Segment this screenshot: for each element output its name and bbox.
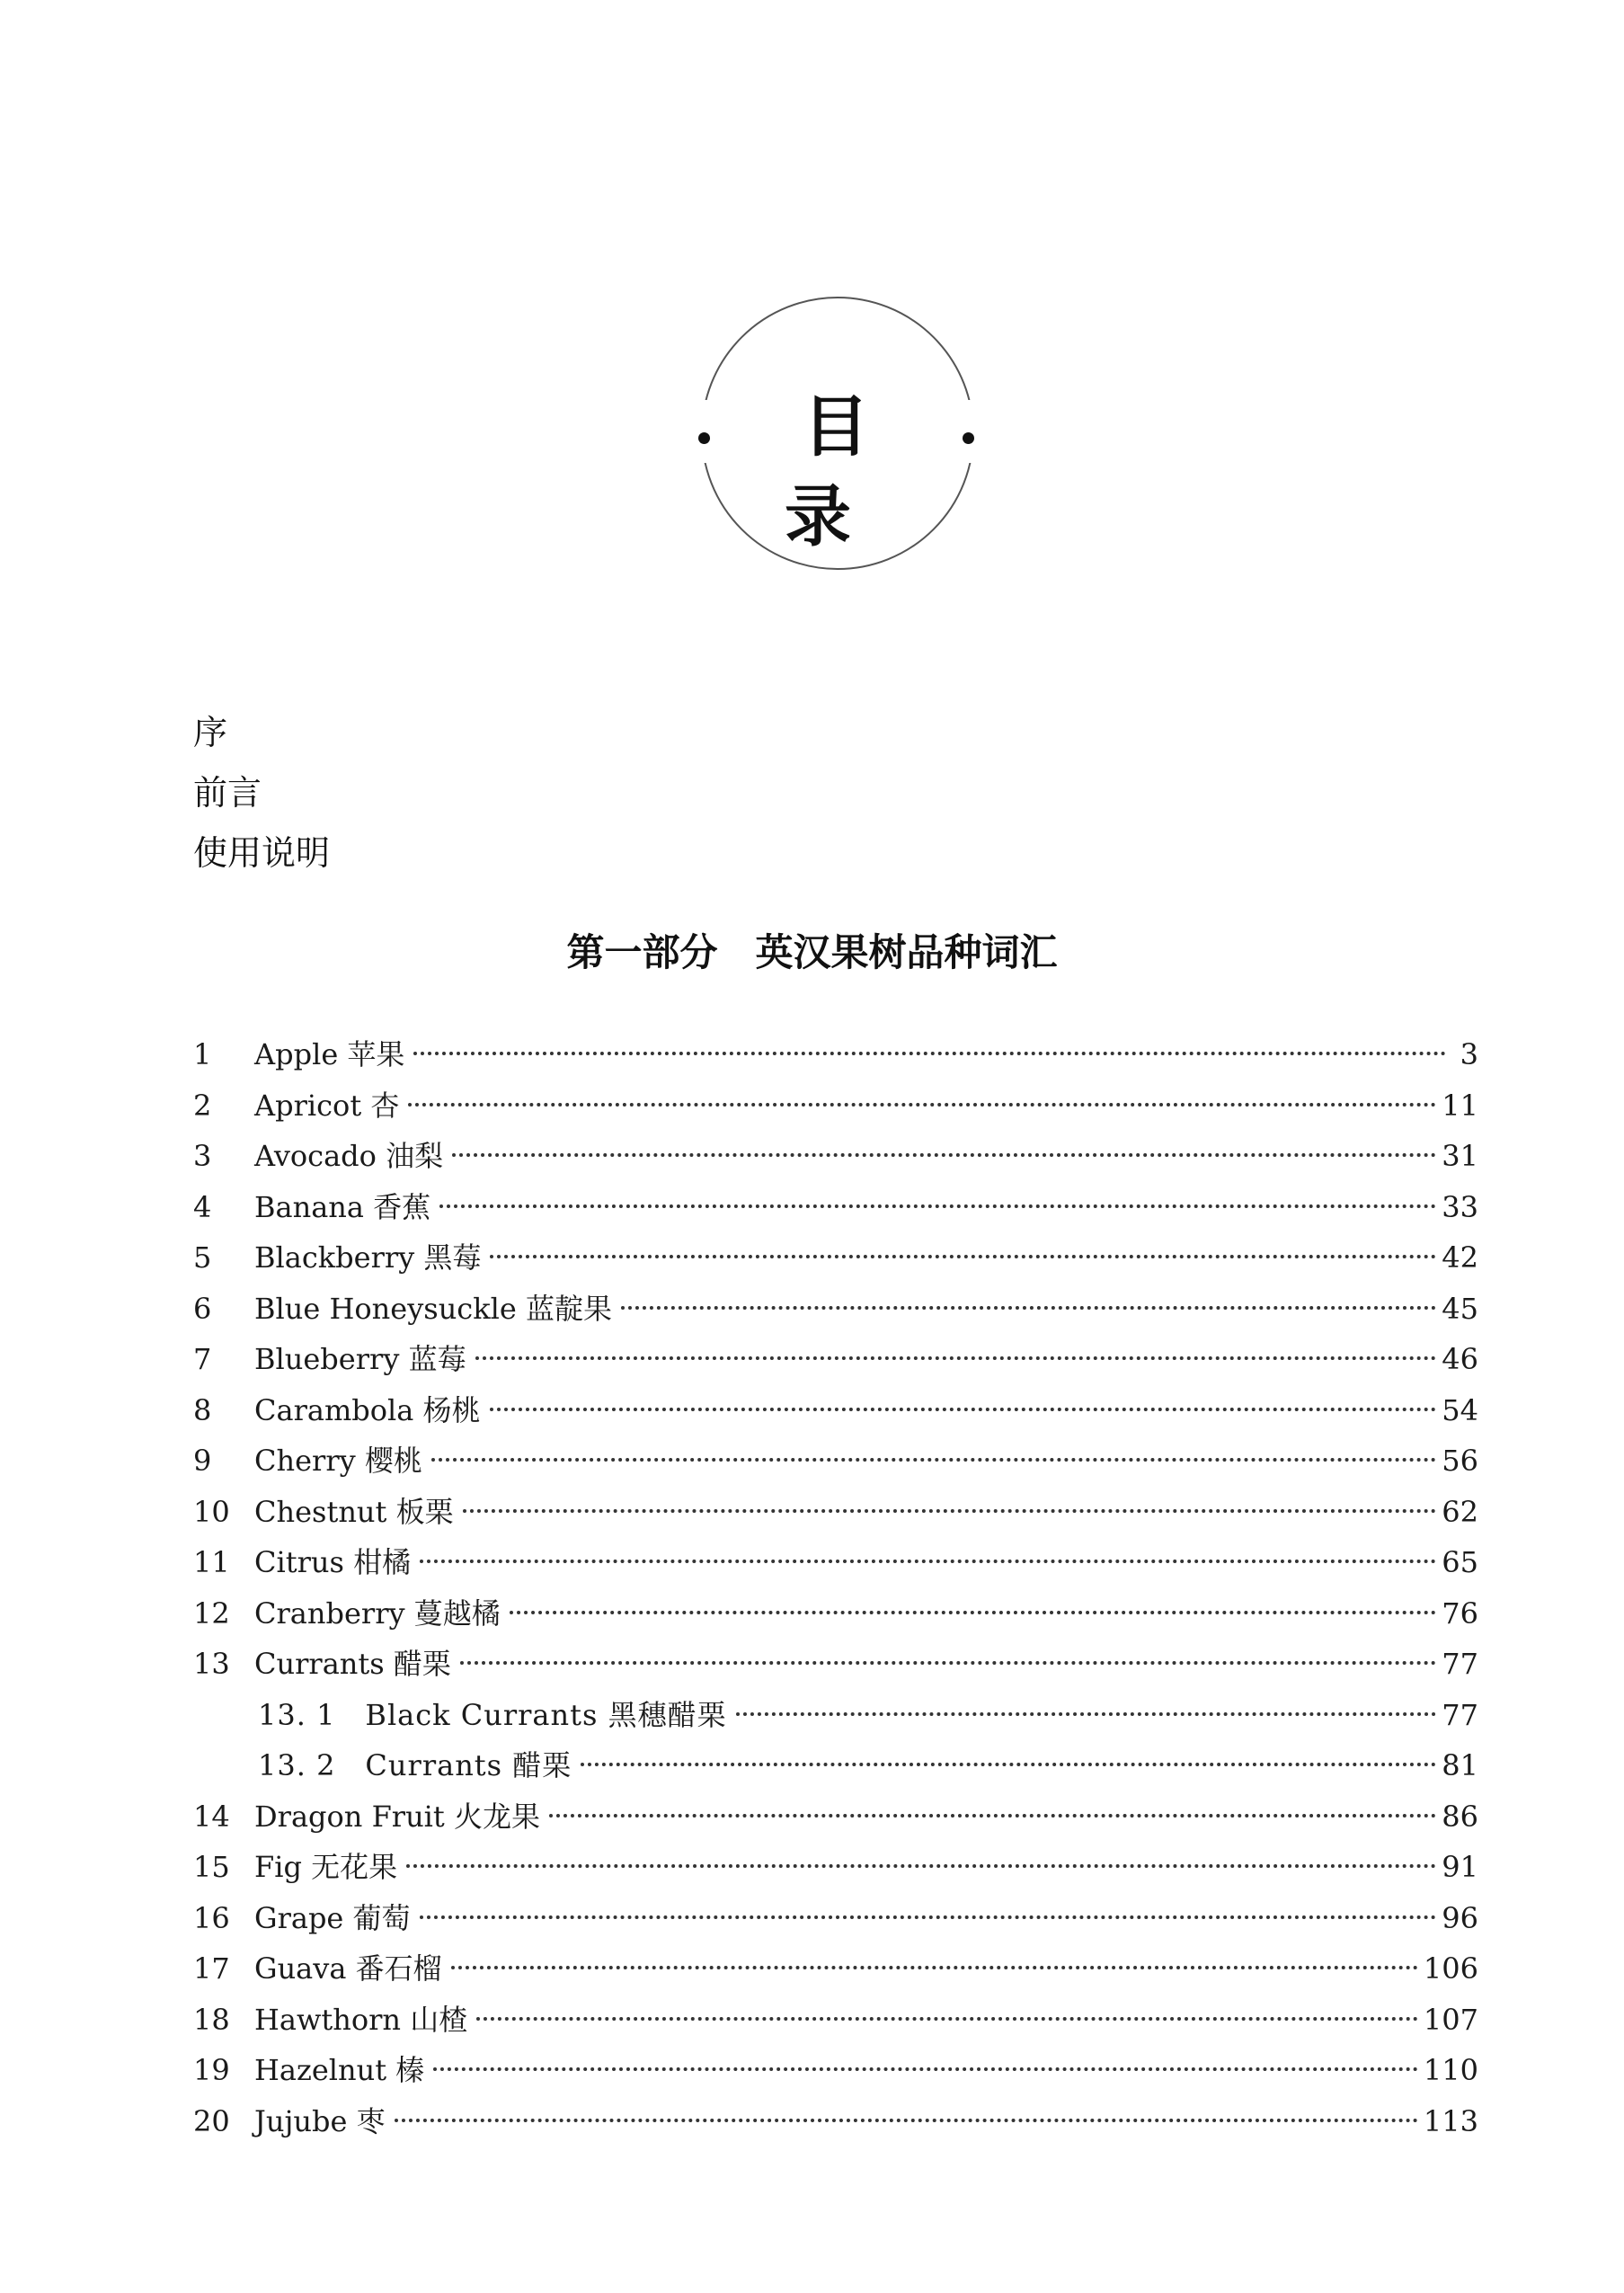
toc-entry[interactable] [193, 1487, 1478, 1538]
toc-entry[interactable] [193, 1943, 1478, 1995]
dot-leader [476, 2017, 1418, 2021]
toc-entry-page: 62 [1442, 1494, 1478, 1529]
toc-entry-label: Currants 醋栗 [254, 1647, 451, 1681]
page-title: 目 录 [785, 388, 905, 555]
toc-entry-page: 76 [1442, 1595, 1478, 1631]
toc-entry-number: 8 [193, 1392, 212, 1427]
toc-entry-number: 7 [193, 1342, 212, 1376]
toc-entry[interactable] [193, 1435, 1478, 1487]
toc-entry-page: 113 [1423, 2103, 1478, 2138]
toc-entry-page: 31 [1442, 1139, 1478, 1173]
toc-entry-number: 5 [193, 1240, 212, 1275]
toc-entry-number: 18 [193, 2002, 230, 2037]
toc-entry-label: Blackberry 黑莓 [254, 1240, 482, 1275]
dot-leader [433, 2067, 1418, 2071]
toc-entry-page: 33 [1442, 1189, 1478, 1224]
toc-entry-label: Guava 番石榴 [254, 1951, 442, 1986]
front-matter-foreword[interactable]: 前言 [193, 773, 262, 813]
toc-entry-page: 107 [1423, 2002, 1478, 2037]
toc-entry-number: 1 [193, 1037, 212, 1071]
toc-entry-label: Jujube 枣 [254, 2103, 386, 2138]
dot-leader [463, 1509, 1437, 1513]
front-matter-preface[interactable]: 序 [193, 713, 228, 752]
dot-leader [510, 1611, 1437, 1614]
toc-entry-label: Apricot 杏 [254, 1088, 400, 1123]
dot-leader [420, 1560, 1436, 1563]
table-of-contents [193, 1029, 1478, 2146]
toc-entry-number: 16 [193, 1900, 230, 1935]
toc-entry-number: 4 [193, 1189, 212, 1224]
dot-leader [475, 1356, 1437, 1360]
toc-entry-page: 56 [1442, 1444, 1478, 1478]
toc-entry-page: 96 [1442, 1900, 1478, 1935]
toc-entry-label: Avocado 油梨 [254, 1139, 444, 1173]
toc-entry[interactable] [193, 1284, 1478, 1335]
toc-entry-label: Blueberry 蓝莓 [254, 1342, 466, 1376]
dot-leader [451, 1966, 1418, 1969]
toc-entry-label: Citrus 柑橘 [254, 1545, 412, 1579]
toc-entry-page: 86 [1442, 1799, 1478, 1834]
toc-entry[interactable] [193, 1232, 1478, 1284]
toc-entry[interactable] [193, 1080, 1478, 1132]
dot-leader [460, 1661, 1436, 1665]
toc-entry-label: 13. 1 Black Currants 黑穗醋栗 [258, 1697, 727, 1732]
toc-entry-page: 77 [1442, 1697, 1478, 1732]
toc-entry-number: 12 [193, 1595, 230, 1631]
dot-leader [490, 1408, 1437, 1411]
toc-entry-page: 54 [1442, 1392, 1478, 1427]
dot-leader [490, 1255, 1436, 1258]
toc-entry[interactable] [193, 1182, 1478, 1233]
dot-leader [406, 1864, 1436, 1868]
toc-entry-number: 15 [193, 1850, 230, 1884]
dot-leader [452, 1153, 1436, 1157]
toc-entry-label: Grape 葡萄 [254, 1900, 411, 1935]
toc-entry[interactable] [193, 1334, 1478, 1385]
toc-entry[interactable] [193, 1029, 1478, 1080]
toc-entry[interactable] [193, 1995, 1478, 2046]
part-title: 第一部分 英汉果树品种词汇 [566, 930, 1058, 974]
toc-entry-number: 2 [193, 1088, 212, 1123]
toc-entry[interactable] [193, 1893, 1478, 1944]
toc-entry-number: 6 [193, 1291, 212, 1326]
toc-entry-label: Fig 无花果 [254, 1850, 398, 1884]
toc-entry-page: 42 [1442, 1240, 1478, 1275]
toc-entry-label: Chestnut 板栗 [254, 1494, 454, 1529]
toc-entry-number: 13 [193, 1647, 230, 1681]
toc-entry[interactable] [193, 2096, 1478, 2147]
toc-entry-label: Hawthorn 山楂 [254, 2002, 468, 2037]
front-matter-instructions[interactable]: 使用说明 [193, 833, 331, 873]
toc-entry-number: 10 [193, 1494, 230, 1529]
dot-leader [549, 1814, 1436, 1818]
toc-entry-label: Apple 苹果 [254, 1037, 405, 1071]
toc-entry-label: Blue Honeysuckle 蓝靛果 [254, 1291, 612, 1326]
toc-entry-number: 9 [193, 1444, 212, 1478]
toc-entry-number: 11 [193, 1545, 230, 1579]
dot-leader [408, 1103, 1436, 1107]
dot-leader [431, 1458, 1436, 1462]
toc-entry-page: 106 [1423, 1951, 1478, 1986]
toc-subentry[interactable] [193, 1740, 1478, 1791]
toc-entry[interactable] [193, 1791, 1478, 1843]
toc-entry-label: Banana 香蕉 [254, 1189, 431, 1224]
toc-entry-number: 17 [193, 1951, 230, 1986]
toc-entry-number: 14 [193, 1799, 230, 1834]
toc-entry-page: 110 [1423, 2053, 1478, 2087]
toc-subentry[interactable] [193, 1690, 1478, 1741]
toc-entry-page: 45 [1442, 1291, 1478, 1326]
toc-entry-page: 77 [1442, 1647, 1478, 1681]
dot-leader [420, 1915, 1437, 1919]
toc-entry-page: 3 [1460, 1037, 1478, 1071]
toc-entry-label: 13. 2 Currants 醋栗 [258, 1748, 572, 1782]
dot-leader [736, 1712, 1437, 1716]
toc-entry-page: 46 [1442, 1342, 1478, 1376]
toc-entry[interactable] [193, 1385, 1478, 1436]
dot-leader [439, 1204, 1436, 1208]
toc-entry[interactable] [193, 1588, 1478, 1640]
dot-leader [621, 1306, 1436, 1310]
dot-leader [581, 1763, 1436, 1766]
toc-entry[interactable] [193, 1131, 1478, 1182]
toc-entry-label: Dragon Fruit 火龙果 [254, 1799, 540, 1834]
toc-entry-number: 3 [193, 1139, 212, 1173]
toc-entry-page: 65 [1442, 1545, 1478, 1579]
toc-entry-page: 11 [1442, 1088, 1478, 1123]
toc-entry-page: 91 [1442, 1850, 1478, 1884]
toc-entry-number: 20 [193, 2103, 230, 2138]
toc-entry-page: 81 [1442, 1748, 1478, 1782]
toc-entry[interactable] [193, 1842, 1478, 1893]
dot-leader [395, 2119, 1418, 2122]
toc-entry[interactable] [193, 2045, 1478, 2096]
toc-entry-label: Cranberry 蔓越橘 [254, 1595, 501, 1631]
toc-entry-label: Carambola 杨桃 [254, 1392, 481, 1427]
toc-entry-label: Cherry 樱桃 [254, 1444, 422, 1478]
dot-leader [413, 1052, 1446, 1055]
toc-entry[interactable] [193, 1537, 1478, 1588]
toc-entry-number: 19 [193, 2053, 230, 2087]
toc-entry[interactable] [193, 1639, 1478, 1690]
toc-entry-label: Hazelnut 榛 [254, 2053, 425, 2087]
